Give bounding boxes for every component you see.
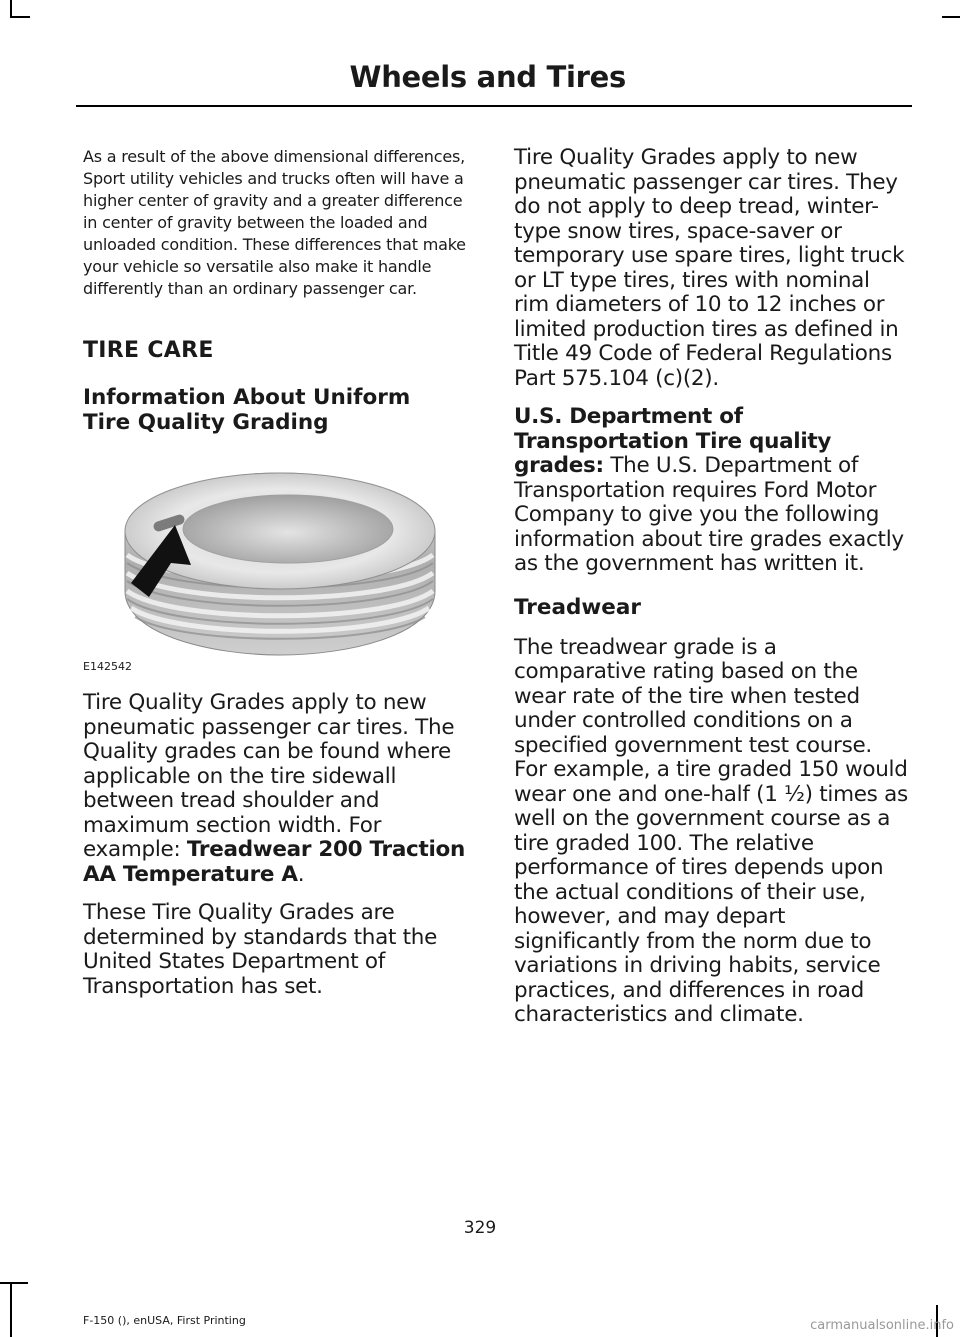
page-header-title: Wheels and Tires [349,60,626,94]
dot-paragraph [514,405,910,577]
treadwear-paragraph: The treadwear grade is a comparative rating based on the wear rate of the tire when tested under controlled conditions on a specified government test course. For example, a tire graded 150 would wear one and one-half (1 ½) times as well on the government course as a tire graded 100. The relative performance of tires depends upon the actual conditions of their use, however, and may depart significantly from the norm due to variations in driving habits, service practices, and differences in road characteristics and climate. [514,634,908,1027]
dot-text: The U.S. Department of Transportation requires Ford Motor Company to give you the following information about tire grades exactly as the government has written it. [514,453,904,576]
quality-grades-example: Treadwear 200 Traction AA Temperature A [83,837,465,887]
crop-mark [10,1282,12,1337]
page-number: 329 [463,1218,497,1238]
crop-mark [942,16,960,18]
dot-heading: U.S. Department of Transportation Tire quality grades: [514,404,832,478]
quality-grades-paragraph [83,691,478,887]
subheading: Information About Uniform Tire Quality Grading [83,385,411,435]
right-column [514,146,910,1028]
intro-paragraph: As a result of the above dimensional differences, Sport utility vehicles and trucks often will have a higher center of gravity and a greater difference in center of gravity between the loaded and unloaded condition. These differences that make your vehicle so versatile also make it handle differently than an ordinary passenger car. [83,147,466,298]
standards-paragraph: These Tire Quality Grades are determined by standards that the United States Department of Transportation has set. [83,900,438,999]
header-rule [76,105,912,107]
crop-mark [0,1282,28,1284]
tire-figure [83,463,478,673]
watermark: carmanualsonline.info [810,1318,954,1333]
tire-illustration [83,463,478,673]
applicability-paragraph: Tire Quality Grades apply to new pneumatic passenger car tires. They do not apply to deep tread, winter-type snow tires, space-saver or temporary use spare tires, light truck or LT type tires, tires with nominal rim diameters of 10 to 12 inches or limited production tires as defined in Title 49 Code of Federal Regulations Part 575.104 (c)(2). [514,145,905,391]
crop-mark [12,16,30,18]
quality-grades-text: Tire Quality Grades apply to new pneumatic passenger car tires. The Quality grades can be found where applicable on the tire sidewall between tread shoulder and maximum section width. For example: [83,690,455,862]
quality-grades-end: . [297,861,305,887]
left-column [83,146,478,999]
figure-id: E142542 [83,660,132,673]
treadwear-heading: Treadwear [514,594,641,620]
section-heading: TIRE CARE [83,338,214,363]
footer-text: F-150 (), enUSA, First Printing [83,1314,246,1327]
